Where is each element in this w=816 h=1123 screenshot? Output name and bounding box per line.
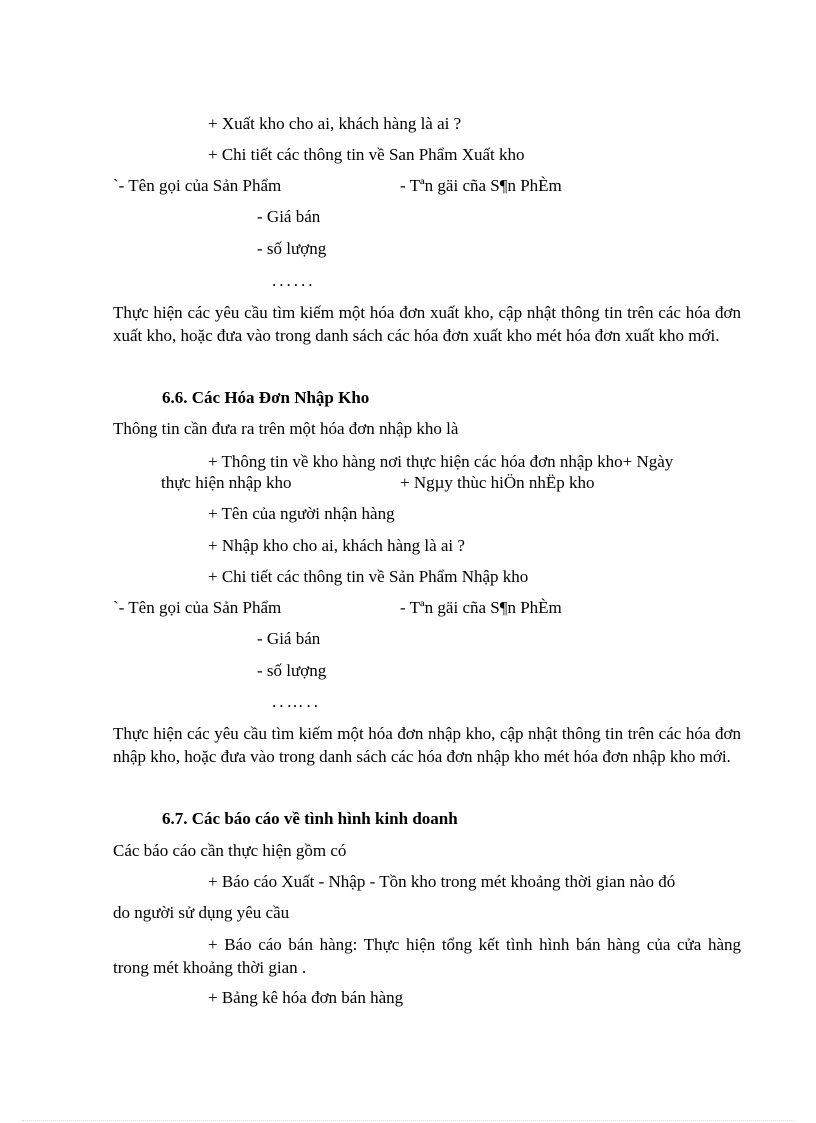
export-quantity: - số lượng <box>257 239 327 258</box>
export-line-details: + Chi tiết các thông tin về San Phẩm Xuất kho <box>208 145 525 164</box>
export-product-name-left: `- Tên gọi của Sản Phẩm <box>113 176 282 195</box>
report-intro: Các báo cáo cần thực hiện gồm có <box>113 841 347 860</box>
export-line-recipient: + Xuất kho cho ai, khách hàng là ai ? <box>208 114 462 133</box>
report-item-invoice-list: + Bảng kê hóa đơn bán hàng <box>208 988 404 1007</box>
report-item-inventory: + Báo cáo Xuất - Nhập - Tồn kho trong mét khoảng thời gian nào đó <box>208 872 676 891</box>
report-heading: 6.7. Các báo cáo về tình hình kinh doanh <box>162 809 458 828</box>
import-summary-paragraph: Thực hiện các yêu cầu tìm kiếm một hóa đơn nhập kho, cập nhật thông tin trên các hóa đơn nhập kho, hoặc đưa vào trong danh sách các hóa đơn nhập kho mét hóa đơn nhập kho mới. <box>113 724 741 766</box>
report-item-inventory-cont: do người sử dụng yêu cầu <box>113 903 290 922</box>
export-ellipsis: ...... <box>272 271 316 290</box>
import-price: - Giá bán <box>257 629 321 648</box>
import-line-date-left: thực hiện nhập kho <box>161 473 292 492</box>
import-heading: 6.6. Các Hóa Đơn Nhập Kho <box>162 388 370 407</box>
import-ellipsis: ..….. <box>272 692 321 711</box>
export-product-name-right: - Tªn gäi cña S¶n PhÈm <box>400 176 562 195</box>
import-quantity: - số lượng <box>257 661 327 680</box>
import-line-receiver: + Tên của người nhận hàng <box>208 504 395 523</box>
import-line-recipient: + Nhập kho cho ai, khách hàng là ai ? <box>208 536 465 555</box>
export-price: - Giá bán <box>257 207 321 226</box>
export-summary-paragraph: Thực hiện các yêu cầu tìm kiếm một hóa đơn xuất kho, cập nhật thông tin trên các hóa đơn xuất kho, hoặc đưa vào trong danh sách các hóa đơn xuất kho mét hóa đơn xuất kho mới. <box>113 303 741 345</box>
report-item-sales: + Báo cáo bán hàng: Thực hiện tổng kết tình hình bán hàng của cửa hàng trong mét khoảng thời gian . <box>113 935 741 977</box>
import-line-date-right: + Ngµy thùc hiÖn nhËp kho <box>400 473 595 492</box>
import-line-warehouse: + Thông tin về kho hàng nơi thực hiện các hóa đơn nhập kho+ Ngày <box>208 452 674 471</box>
page-bottom-rule <box>22 1120 794 1121</box>
import-intro: Thông tin cần đưa ra trên một hóa đơn nhập kho là <box>113 419 459 438</box>
import-product-name-left: `- Tên gọi của Sản Phẩm <box>113 598 282 617</box>
import-line-details: + Chi tiết các thông tin về Sản Phẩm Nhập kho <box>208 567 529 586</box>
import-product-name-right: - Tªn gäi cña S¶n PhÈm <box>400 598 562 617</box>
